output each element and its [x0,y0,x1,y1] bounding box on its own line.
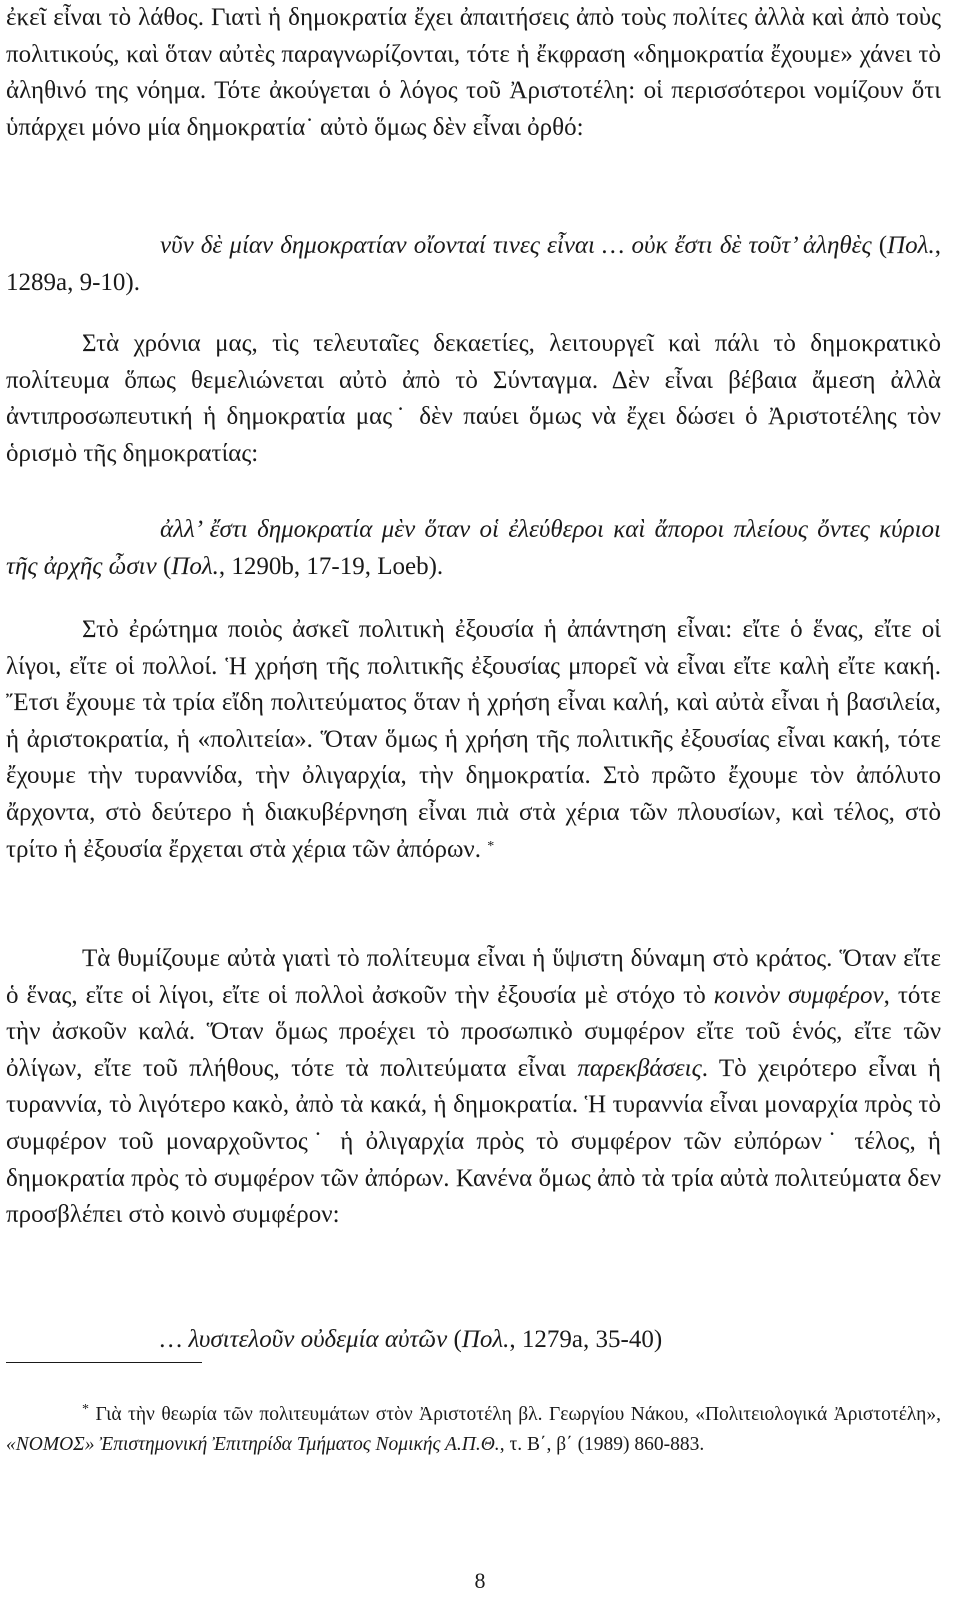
quote-2-work: Πολ. [171,552,219,580]
paragraph-3-text: Στὸ ἐρώτημα ποιὸς ἀσκεῖ πολιτικὴ ἐξουσία ἡ ἀπάντηση εἶναι: εἴτε ὁ ἕνας, εἴτε οἱ λίγοι, εἴτε οἱ πολλοί. Ἡ χρήση τῆς πολιτικῆς ἐξουσίας μπορεῖ νὰ εἶναι εἴτε καλὴ εἴτε κακή. Ἔτσι ἔχουμε τὰ τρία εἴδη πολιτεύματος ὅταν ἡ χρήση εἶναι καλή, καὶ αὐτὰ εἶναι ἡ βασιλεία, ἡ ἀριστοκρατία, ἡ «πολιτεία». Ὅταν ὅμως ἡ χρήση τῆς πολιτικῆς ἐξουσίας εἶναι κακή, τότε ἔχουμε τὴν τυραννίδα, τὴν ὀλιγαρχία, τὴν δημοκρατία. Στὸ πρῶτο ἔχουμε τὸν ἀπόλυτο ἄρχοντα, στὸ δεύτερο ἡ διακυβέρνηση εἶναι πιὰ στὰ χέρια τῶν πλουσίων, καὶ τέλος, στὸ τρίτο ἡ ἐξουσία ἔρχεται στὰ χέρια τῶν ἀπόρων. [6,616,941,863]
quote-2-text: ἀλλ’ ἔστι δημοκρατία μὲν ὅταν οἱ ἐλεύθεροι καὶ ἄποροι πλείους ὄντες κύριοι τῆς ἀρχῆς ὦσιν [6,516,941,580]
footnote-divider [6,1362,202,1363]
emphasis-common-interest: κοινὸν συμφέρον [713,981,884,1009]
paragraph-1-text: ἐκεῖ εἶναι τὸ λάθος. Γιατὶ ἡ δημοκρατία ἔχει ἀπαιτήσεις ἀπὸ τοὺς πολίτες ἀλλὰ καὶ ἀπὸ τοὺς πολιτικούς, καὶ ὅταν αὐτὲς παραγνωρίζονται, τότε ἡ ἔκφραση «δημοκρατία ἔχουμε» χάνει τὸ ἀληθινό της νόημα. Τότε ἀκούγεται ὁ λόγος τοῦ Ἀριστοτέλη: οἱ περισσότεροι νομίζουν ὅτι ὑπάρχει μόνο μία δημοκρατία˙ αὐτὸ ὅμως δὲν εἶναι ὀρθό: [6,4,941,141]
quote-1-work: Πολ. [887,232,935,259]
quote-1-reference: , 1289a, 9-10). [6,232,941,296]
paragraph-2-text: Στὰ χρόνια μας, τὶς τελευταῖες δεκαετίες, λειτουργεῖ καὶ πάλι τὸ δημοκρατικὸ πολίτευμα ὅπως θεμελιώνεται αὐτὸ ἀπὸ τὸ Σύνταγμα. Δὲν εἶναι βέβαια ἄμεση ἀλλὰ ἀντιπροσωπευτική ἡ δημοκρατία μας˙ δὲν παύει ὅμως νὰ ἔχει δώσει ὁ Ἀριστοτέλης τὸν ὁρισμὸ τῆς δημοκρατίας: [6,330,941,467]
paragraph-1 [6,0,941,146]
footnote-mark: * [82,1402,89,1417]
footnote-reference-mark: * [487,838,495,854]
quote-2-reference: , 1290b, 17-19, Loeb). [218,552,444,580]
footnote: * Γιὰ τὴν θεωρία τῶν πολιτευμάτων στὸν Ἀριστοτέλη βλ. Γεωργίου Νάκου, «Πολιτειολογικά Ἀριστοτέλη», «ΝΟΜΟΣ» Ἐπιστημονική Ἐπιτηρίδα Τμήματος Νομικής Α.Π.Θ., τ. Β΄, β΄ (1989) 860-883. [6,1402,941,1455]
paragraph-2 [6,326,941,472]
quote-1: νῦν δὲ μίαν δημοκρατίαν οἴονταί τινες εἶναι … οὐκ ἔστι δὲ τοῦτ’ ἀληθὲς (Πολ., 1289a, 9-10). [6,232,941,296]
paragraph-4: Τὰ θυμίζουμε αὐτὰ γιατὶ τὸ πολίτευμα εἶναι ἡ ὕψιστη δύναμη στὸ κράτος. Ὅταν εἴτε ὁ ἕνας, εἴτε οἱ λίγοι, εἴτε οἱ πολλοὶ ἀσκοῦν τὴν ἐξουσία μὲ στόχο τὸ κοινὸν συμφέρον, τότε τὴν ἀσκοῦν καλά. Ὅταν ὅμως προέχει τὸ προσωπικὸ συμφέρον εἴτε τοῦ ἑνός, εἴτε τῶν ὀλίγων, εἴτε τοῦ πλήθους, τότε τὰ πολιτεύματα εἶναι παρεκβάσεις. Τὸ χειρότερο εἶναι ἡ τυραννία, τὸ λιγότερο κακὸ, ἀπὸ τὰ κακά, ἡ δημοκρατία. Ἡ τυραννία εἶναι μοναρχία πρὸς τὸ συμφέρον τοῦ μοναρχοῦντος˙ ἡ ὀλιγαρχία πρὸς τὸ συμφέρον τῶν εὐπόρων˙ τέλος, ἡ δημοκρατία πρὸς τὸ συμφέρον τῶν ἀπόρων. Κανένα ὅμως ἀπὸ τὰ τρία αὐτὰ πολιτεύματα δεν προσβλέπει στὸ κοινὸ συμφέρον: [6,945,941,1229]
quote-2: ἀλλ’ ἔστι δημοκρατία μὲν ὅταν οἱ ἐλεύθεροι καὶ ἄποροι πλείους ὄντες κύριοι τῆς ἀρχῆς ὦσιν (Πολ., 1290b, 17-19, Loeb). [6,516,941,580]
quote-3-work: Πολ. [461,1326,510,1353]
quote-3-text: … λυσιτελοῦν οὐδεμία αὐτῶν [160,1326,448,1353]
footnote-journal: «ΝΟΜΟΣ» Ἐπιστημονική Ἐπιτηρίδα Τμήματος Νομικής Α.Π.Θ. [6,1434,500,1455]
emphasis-deviations: παρεκβάσεις [577,1054,702,1082]
paragraph-3 [6,612,941,868]
quote-1-text: νῦν δὲ μίαν δημοκρατίαν οἴονταί τινες εἶναι … οὐκ ἔστι δὲ τοῦτ’ ἀληθὲς [160,232,872,259]
quote-3-reference: , 1279a, 35-40) [509,1326,663,1353]
page-number: 8 [474,1568,486,1593]
quote-3: … λυσιτελοῦν οὐδεμία αὐτῶν (Πολ., 1279a, 35-40) [160,1326,663,1353]
